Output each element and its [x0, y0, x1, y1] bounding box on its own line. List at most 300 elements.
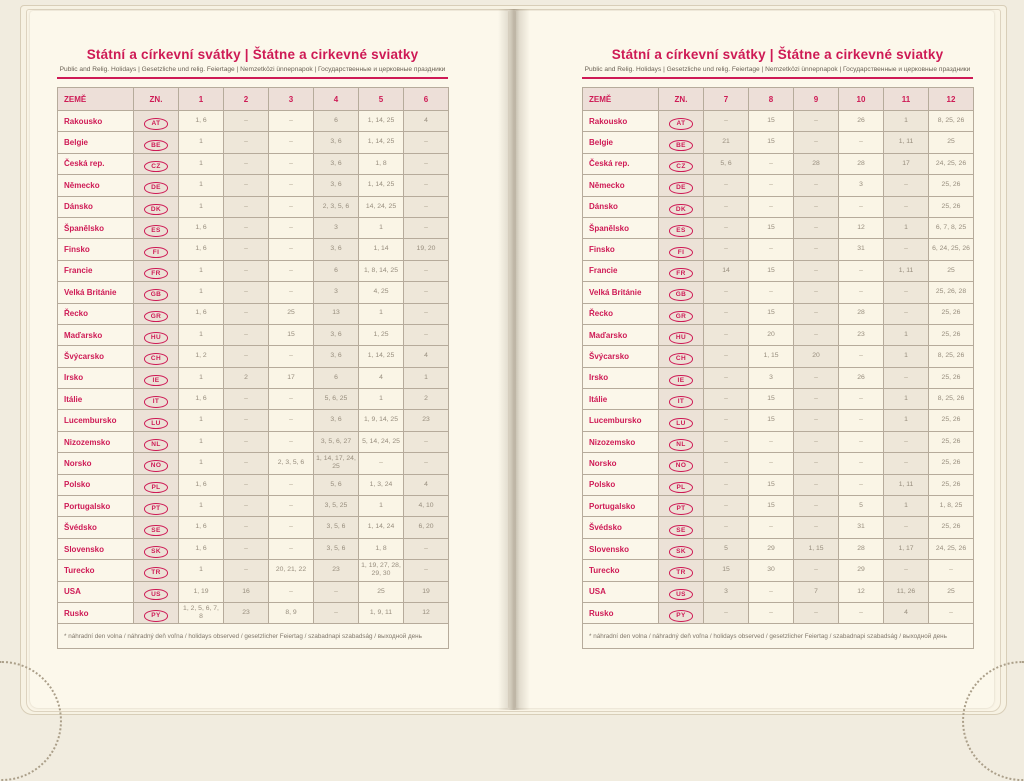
holiday-days-cell: 1: [179, 431, 224, 452]
holiday-days-cell: –: [794, 602, 839, 623]
country-name: Maďarsko: [583, 324, 659, 345]
code-cell: [134, 239, 179, 260]
holiday-days-cell: 26: [839, 367, 884, 388]
holiday-days-cell: –: [794, 367, 839, 388]
country-name: Švýcarsko: [583, 346, 659, 367]
country-code-badge: FI: [144, 247, 168, 259]
holiday-days-cell: 25: [929, 581, 974, 602]
holiday-days-cell: 1, 6: [179, 538, 224, 559]
holiday-days-cell: 1, 14, 24: [359, 517, 404, 538]
holiday-days-cell: 25: [269, 303, 314, 324]
holiday-days-cell: –: [839, 389, 884, 410]
holiday-days-cell: 3, 6: [314, 324, 359, 345]
holiday-days-cell: –: [269, 431, 314, 452]
holiday-days-cell: –: [749, 453, 794, 474]
code-cell: [659, 453, 704, 474]
holiday-days-cell: 1, 6: [179, 217, 224, 238]
code-cell: [134, 496, 179, 517]
country-code-badge: ES: [669, 225, 693, 237]
holiday-days-cell: –: [704, 324, 749, 345]
country-code-badge: FR: [669, 268, 693, 280]
holiday-days-cell: –: [749, 581, 794, 602]
code-cell: [134, 175, 179, 196]
holiday-days-cell: –: [794, 453, 839, 474]
table-row: [583, 175, 974, 196]
holiday-days-cell: –: [224, 153, 269, 174]
holiday-days-cell: 1: [884, 346, 929, 367]
country-code-badge: IT: [144, 396, 168, 408]
code-cell: [659, 217, 704, 238]
holiday-days-cell: –: [224, 239, 269, 260]
holiday-days-cell: –: [704, 517, 749, 538]
country-name: Irsko: [583, 367, 659, 388]
code-cell: [134, 474, 179, 495]
country-name: Velká Británie: [583, 282, 659, 303]
code-cell: [659, 367, 704, 388]
page-title: Státní a církevní svátky | Štátne a cirkevné sviatky: [611, 47, 944, 62]
holiday-days-cell: 25, 26: [929, 453, 974, 474]
holidays-table-jan-jun: [57, 87, 449, 649]
table-row: [583, 431, 974, 452]
holiday-days-cell: 15: [749, 410, 794, 431]
country-name: Norsko: [583, 453, 659, 474]
holiday-days-cell: –: [404, 175, 449, 196]
holiday-days-cell: –: [224, 517, 269, 538]
holiday-days-cell: –: [224, 217, 269, 238]
holiday-days-cell: 23: [404, 410, 449, 431]
country-code-badge: IE: [669, 375, 693, 387]
country-code-badge: PY: [669, 610, 693, 622]
holiday-days-cell: –: [884, 453, 929, 474]
holiday-days-cell: 1, 14, 25: [359, 132, 404, 153]
holiday-days-cell: 30: [749, 560, 794, 581]
holiday-days-cell: 6, 7, 8, 25: [929, 217, 974, 238]
holiday-days-cell: –: [794, 560, 839, 581]
holiday-days-cell: 16: [224, 581, 269, 602]
country-code-badge: PT: [669, 503, 693, 515]
country-name: Rusko: [583, 602, 659, 623]
country-name: Lucembursko: [58, 410, 134, 431]
country-name: Rakousko: [58, 111, 134, 132]
holiday-days-cell: –: [839, 410, 884, 431]
holiday-days-cell: –: [224, 496, 269, 517]
country-name: Belgie: [58, 132, 134, 153]
country-code-badge: GB: [144, 289, 168, 301]
holiday-days-cell: 31: [839, 517, 884, 538]
holiday-days-cell: 1: [884, 389, 929, 410]
country-code-badge: AT: [144, 118, 168, 130]
month-header: 1: [179, 88, 224, 111]
holiday-days-cell: 12: [839, 581, 884, 602]
holiday-days-cell: 1, 14, 25: [359, 111, 404, 132]
holiday-days-cell: –: [794, 410, 839, 431]
holiday-days-cell: –: [404, 303, 449, 324]
holiday-days-cell: –: [404, 217, 449, 238]
country-name: Slovensko: [58, 538, 134, 559]
holiday-days-cell: –: [269, 538, 314, 559]
holiday-days-cell: –: [269, 282, 314, 303]
holiday-days-cell: 25, 26: [929, 324, 974, 345]
holiday-days-cell: 1, 9, 11: [359, 602, 404, 623]
code-cell: [134, 153, 179, 174]
holiday-days-cell: –: [269, 239, 314, 260]
country-code-badge: BE: [144, 140, 168, 152]
holiday-days-cell: –: [224, 324, 269, 345]
code-cell: [134, 560, 179, 581]
country-code-badge: NO: [669, 460, 693, 472]
code-cell: [134, 431, 179, 452]
month-header: 5: [359, 88, 404, 111]
holiday-days-cell: –: [839, 453, 884, 474]
holiday-days-cell: 8, 25, 26: [929, 111, 974, 132]
country-name: Portugalsko: [583, 496, 659, 517]
country-code-badge: NL: [144, 439, 168, 451]
month-header: 11: [884, 88, 929, 111]
holiday-days-cell: –: [404, 431, 449, 452]
holiday-days-cell: 5, 6: [314, 474, 359, 495]
holiday-days-cell: –: [224, 474, 269, 495]
country-code-badge: AT: [669, 118, 693, 130]
holiday-days-cell: –: [224, 196, 269, 217]
holiday-days-cell: –: [839, 196, 884, 217]
page-left-content: [57, 11, 448, 649]
holiday-days-cell: 1, 8: [359, 153, 404, 174]
table-row: [583, 474, 974, 495]
table-row: [583, 389, 974, 410]
holiday-days-cell: –: [404, 260, 449, 281]
holiday-days-cell: 25, 26: [929, 410, 974, 431]
holiday-days-cell: –: [704, 303, 749, 324]
holiday-days-cell: –: [704, 602, 749, 623]
country-code-badge: DK: [144, 204, 168, 216]
country-code-badge: US: [144, 589, 168, 601]
holiday-days-cell: 25, 26, 28: [929, 282, 974, 303]
code-column-header: ZN.: [659, 88, 704, 111]
country-name: USA: [583, 581, 659, 602]
country-name: Polsko: [583, 474, 659, 495]
holiday-days-cell: –: [794, 324, 839, 345]
holiday-days-cell: –: [704, 496, 749, 517]
country-name: Nizozemsko: [58, 431, 134, 452]
code-cell: [134, 453, 179, 474]
country-name: Řecko: [583, 303, 659, 324]
code-cell: [134, 260, 179, 281]
holiday-days-cell: –: [884, 431, 929, 452]
country-name: Francie: [583, 260, 659, 281]
holiday-days-cell: –: [269, 346, 314, 367]
holiday-days-cell: 1: [179, 560, 224, 581]
holiday-days-cell: –: [749, 517, 794, 538]
table-row: [58, 111, 449, 132]
country-name: Itálie: [583, 389, 659, 410]
holiday-days-cell: –: [794, 303, 839, 324]
country-name: Švédsko: [58, 517, 134, 538]
table-row: [58, 624, 449, 649]
holiday-days-cell: –: [749, 196, 794, 217]
holiday-days-cell: 1: [359, 389, 404, 410]
holiday-days-cell: –: [269, 260, 314, 281]
holiday-days-cell: –: [884, 517, 929, 538]
holiday-days-cell: –: [839, 602, 884, 623]
holiday-days-cell: 15: [749, 111, 794, 132]
holiday-days-cell: –: [794, 217, 839, 238]
table-row: [58, 239, 449, 260]
holiday-days-cell: –: [269, 496, 314, 517]
holiday-days-cell: 1: [179, 453, 224, 474]
holiday-days-cell: 4, 25: [359, 282, 404, 303]
table-row: [58, 196, 449, 217]
holiday-days-cell: 24, 25, 26: [929, 538, 974, 559]
holiday-days-cell: 1, 19: [179, 581, 224, 602]
holiday-days-cell: 28: [839, 538, 884, 559]
code-cell: [659, 538, 704, 559]
holiday-days-cell: –: [224, 132, 269, 153]
country-name: Turecko: [583, 560, 659, 581]
holiday-days-cell: –: [224, 111, 269, 132]
month-header: 9: [794, 88, 839, 111]
holiday-days-cell: 23: [839, 324, 884, 345]
country-name: Německo: [583, 175, 659, 196]
code-cell: [134, 517, 179, 538]
holiday-days-cell: 1: [884, 496, 929, 517]
code-cell: [659, 196, 704, 217]
country-name: Lucembursko: [583, 410, 659, 431]
holiday-days-cell: 3: [839, 175, 884, 196]
country-name: Itálie: [58, 389, 134, 410]
title-underline: [57, 77, 448, 79]
holiday-days-cell: –: [884, 239, 929, 260]
holiday-days-cell: 1, 2: [179, 346, 224, 367]
holiday-days-cell: 1: [884, 324, 929, 345]
holiday-days-cell: –: [269, 410, 314, 431]
holiday-days-cell: 6: [314, 111, 359, 132]
table-row: [583, 517, 974, 538]
country-name: Česká rep.: [583, 153, 659, 174]
holiday-days-cell: –: [269, 217, 314, 238]
holiday-days-cell: 1, 14: [359, 239, 404, 260]
holiday-days-cell: –: [794, 260, 839, 281]
holiday-days-cell: –: [269, 474, 314, 495]
table-row: [583, 282, 974, 303]
holiday-days-cell: –: [794, 496, 839, 517]
holiday-days-cell: 25: [929, 260, 974, 281]
holiday-days-cell: 8, 25, 26: [929, 389, 974, 410]
table-row: [58, 602, 449, 623]
country-name: Irsko: [58, 367, 134, 388]
country-name: Velká Británie: [58, 282, 134, 303]
country-code-badge: LU: [144, 418, 168, 430]
holiday-days-cell: –: [269, 175, 314, 196]
holiday-days-cell: 1, 15: [749, 346, 794, 367]
table-row: [58, 282, 449, 303]
code-cell: [134, 367, 179, 388]
holiday-days-cell: 1, 15: [794, 538, 839, 559]
holiday-days-cell: –: [314, 581, 359, 602]
code-cell: [134, 324, 179, 345]
holiday-days-cell: –: [359, 453, 404, 474]
holiday-days-cell: 1: [359, 303, 404, 324]
holiday-days-cell: 4: [404, 111, 449, 132]
holiday-days-cell: 3: [314, 217, 359, 238]
code-cell: [659, 517, 704, 538]
country-name: Finsko: [58, 239, 134, 260]
holiday-days-cell: –: [404, 453, 449, 474]
holiday-days-cell: 2: [404, 389, 449, 410]
holiday-days-cell: 14: [704, 260, 749, 281]
code-cell: [134, 389, 179, 410]
month-header: 4: [314, 88, 359, 111]
holiday-days-cell: –: [749, 239, 794, 260]
holiday-days-cell: –: [884, 196, 929, 217]
holiday-days-cell: 1, 17: [884, 538, 929, 559]
holiday-days-cell: –: [794, 239, 839, 260]
table-row: [58, 538, 449, 559]
holiday-days-cell: 1: [404, 367, 449, 388]
holiday-days-cell: 3: [314, 282, 359, 303]
holiday-days-cell: 1, 8, 25: [929, 496, 974, 517]
holiday-days-cell: 1, 11: [884, 474, 929, 495]
code-column-header: ZN.: [134, 88, 179, 111]
holiday-days-cell: –: [224, 282, 269, 303]
holiday-days-cell: –: [704, 367, 749, 388]
holiday-days-cell: 25, 26: [929, 517, 974, 538]
page-subtitle: Public and Relig. Holidays | Gesetzliche und relig. Feiertage | Nemzetközi ünnepnapok | Государственные и церковные праздники: [584, 66, 971, 73]
holiday-days-cell: 1: [884, 410, 929, 431]
holiday-days-cell: 2: [224, 367, 269, 388]
holiday-days-cell: –: [224, 453, 269, 474]
holiday-days-cell: 15: [704, 560, 749, 581]
country-code-badge: NO: [144, 460, 168, 472]
holiday-days-cell: 1: [179, 410, 224, 431]
holiday-days-cell: 4: [404, 474, 449, 495]
holiday-days-cell: –: [224, 260, 269, 281]
table-row: [583, 132, 974, 153]
holiday-days-cell: –: [884, 367, 929, 388]
country-code-badge: CZ: [144, 161, 168, 173]
country-code-badge: TR: [144, 567, 168, 579]
country-name: Finsko: [583, 239, 659, 260]
table-row: [58, 217, 449, 238]
holiday-days-cell: 1: [179, 175, 224, 196]
holiday-days-cell: –: [884, 175, 929, 196]
holiday-days-cell: 15: [749, 303, 794, 324]
holiday-days-cell: –: [749, 153, 794, 174]
country-name: Turecko: [58, 560, 134, 581]
holiday-days-cell: 25: [929, 132, 974, 153]
holiday-days-cell: –: [269, 132, 314, 153]
month-header: 12: [929, 88, 974, 111]
country-code-badge: CH: [144, 353, 168, 365]
holiday-days-cell: 1, 6: [179, 517, 224, 538]
table-row: [583, 581, 974, 602]
code-cell: [659, 175, 704, 196]
code-cell: [134, 538, 179, 559]
holiday-days-cell: –: [224, 303, 269, 324]
table-row: [58, 410, 449, 431]
country-code-badge: PL: [669, 482, 693, 494]
holiday-days-cell: 15: [749, 496, 794, 517]
holiday-days-cell: –: [704, 111, 749, 132]
holiday-days-cell: –: [314, 602, 359, 623]
country-name: Řecko: [58, 303, 134, 324]
code-cell: [134, 217, 179, 238]
holiday-days-cell: 2, 3, 5, 6: [314, 196, 359, 217]
holiday-days-cell: –: [884, 303, 929, 324]
holiday-days-cell: 15: [749, 260, 794, 281]
country-code-badge: PY: [144, 610, 168, 622]
country-name: Rusko: [58, 602, 134, 623]
code-cell: [659, 581, 704, 602]
table-row: [58, 431, 449, 452]
table-row: [583, 88, 974, 111]
holiday-days-cell: 3, 6: [314, 132, 359, 153]
table-row: [58, 517, 449, 538]
page-title: Státní a církevní svátky | Štátne a cirkevné sviatky: [86, 47, 419, 62]
country-name: Španělsko: [583, 217, 659, 238]
holiday-days-cell: –: [884, 560, 929, 581]
table-row: [58, 453, 449, 474]
month-header: 2: [224, 88, 269, 111]
holiday-days-cell: 14, 24, 25: [359, 196, 404, 217]
holiday-days-cell: 1, 2, 5, 6, 7, 8: [179, 602, 224, 623]
holiday-days-cell: 25, 26: [929, 196, 974, 217]
holiday-days-cell: –: [404, 538, 449, 559]
country-name: USA: [58, 581, 134, 602]
holiday-days-cell: 15: [749, 217, 794, 238]
holiday-days-cell: 23: [314, 560, 359, 581]
holiday-days-cell: –: [839, 431, 884, 452]
holiday-days-cell: –: [794, 111, 839, 132]
holiday-days-cell: 1: [179, 132, 224, 153]
holiday-days-cell: 13: [314, 303, 359, 324]
holiday-days-cell: 20: [794, 346, 839, 367]
code-cell: [134, 410, 179, 431]
code-cell: [134, 303, 179, 324]
holiday-days-cell: 20, 21, 22: [269, 560, 314, 581]
holiday-days-cell: 25, 26: [929, 431, 974, 452]
holiday-days-cell: –: [749, 175, 794, 196]
page-subtitle: Public and Relig. Holidays | Gesetzliche und relig. Feiertage | Nemzetközi ünnepnapok | Государственные и церковные праздники: [59, 66, 446, 73]
holiday-days-cell: 19, 20: [404, 239, 449, 260]
holiday-days-cell: 25: [359, 581, 404, 602]
holiday-days-cell: –: [794, 474, 839, 495]
country-name: Dánsko: [58, 196, 134, 217]
holiday-days-cell: 1: [179, 153, 224, 174]
table-row: [583, 410, 974, 431]
holiday-days-cell: –: [839, 260, 884, 281]
holiday-days-cell: 1: [179, 496, 224, 517]
holiday-days-cell: 20: [749, 324, 794, 345]
holiday-days-cell: –: [224, 431, 269, 452]
holiday-days-cell: –: [404, 282, 449, 303]
code-cell: [134, 111, 179, 132]
holiday-days-cell: 8, 9: [269, 602, 314, 623]
holiday-days-cell: –: [404, 132, 449, 153]
country-name: Norsko: [58, 453, 134, 474]
country-name: Švýcarsko: [58, 346, 134, 367]
table-row: [58, 474, 449, 495]
holiday-days-cell: –: [704, 217, 749, 238]
table-row: [58, 367, 449, 388]
month-header: 8: [749, 88, 794, 111]
holiday-days-cell: 6, 24, 25, 26: [929, 239, 974, 260]
table-row: [58, 132, 449, 153]
holiday-days-cell: –: [269, 196, 314, 217]
holiday-days-cell: 1, 6: [179, 239, 224, 260]
table-row: [58, 303, 449, 324]
holiday-days-cell: 1, 3, 24: [359, 474, 404, 495]
holiday-days-cell: –: [224, 560, 269, 581]
